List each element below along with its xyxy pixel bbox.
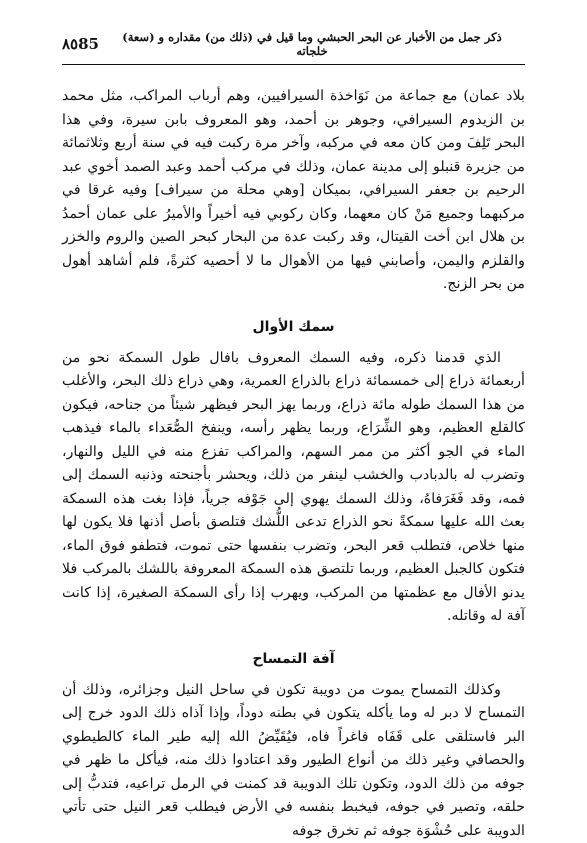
page-number-arabic: ٨٥ (62, 35, 78, 53)
section-paragraph-crocodile: وكذلك التمساح يموت من دويبة تكون في ساحل النيل وجزائره، وذلك أن التمساح لا دبر له وما يأكله يتكون في بطنه دوداً، وإذا آذاه ذلك الدود خرج إلى البر فاستلقى على قَفَاه فاغراً فاه، فيُقَيِّضُ الله إليه طير الماء كالطيطوي والحصافي وغير ذلك من أنواع الطيور وقد اعتادوا ذلك منه، فيأكل ما ظهر في جوفه من ذلك الدود، وتكون تلك الدويبة قد كمنت في الرمل تراعيه، فتدبُّ إلى حلقه، وتصير في جوفه، فيخبط بنفسه في الأرض فيطلب قعر النيل حتى تأتي الدويبة على حُشْوَة جوفه ثم تخرق جوفه (62, 679, 525, 843)
page-header (62, 30, 525, 65)
intro-paragraph: بلاد عمان) مع جماعة من نَوَاخذة السيرافيين، وهم أرباب المراكب، مثل محمد بن الزيدوم السيرافي، وجوهر بن أحمد، وهو المعروف بابن سيرة، وفي هذا البحر تَلِفَ ومن كان معه في مركبه، وآخر مرة ركبت فيه في سنة أربع وثلاثمائة من جزيرة قنبلو إلى مدينة عمان، وذلك في مركب أحمد وعبد الصمد أخوي عبد الرحيم بن جعفر السيرافي، بميكان [وهي محلة من سيراف] وفيه غرقا في مركبهما وجميع مَنْ كان معهما، وكان ركوبي فيه أخيراً والأميرُ على عمان أحمدُ بن هلال ابن أخت القيتال، وقد ركبت عدة من البحار كبحر الصين والروم والخزر والقلزم واليمن، وأصابني فيها من الأهوال ما لا أحصيه كثرةً، فلم أشاهد أهول من بحر الزنج. (62, 85, 525, 297)
section-heading-crocodile: آفة التمساح (62, 651, 525, 667)
page-body (62, 85, 525, 843)
section-paragraph-fish: الذي قدمنا ذكره، وفيه السمك المعروف بافال طول السمكة نحو من أربعمائة ذراع إلى خمسمائة ذراع بالذراع العمرية، وهي ذراع ذلك البحر، والأغلب من هذا السمك طوله مائة ذراع، وربما يهز البحر فيظهر شيئاً من جناحه، فيكون كالقلع العظيم، وهو الشِّرَاع، وربما يظهر رأسه، وينفخ الصُّعَداء بالماء فيذهب الماء في الجو أكثر من ممر السهم، والمراكب تفزع منه في الليل والنهار، وتضرب له بالدبادب والخشب لينفر من ذلك، ويحشر بأجنحته وذنبه السمك إلى فمه، وقد فَغَرَفاهُ، وذلك السمك يهوي إلى جَوْفه جرياً، فإذا بغت هذه السمكة بعث الله عليها سمكةً نحو الذراع تدعى اللُّشك فتلصق بأصل أذنها فلا يكون لها منها خلاص، فتطلب قعر البحر، وتضرب بنفسها حتى تموت، فتطفو فوق الماء، فتكون كالجبل العظيم، وربما تلتصق هذه السمكة المعروفة باللشك بالمركب فلا يدنو الأفال مع عظمتها من المركب، ويهرب إذا رأى السمكة الصغيرة، إذا كانت آفة له وقاتله. (62, 347, 525, 629)
running-title: ذكر جمل من الأخبار عن البحر الحبشي وما قيل في (ذلك من) مقداره و (سعة) خلجاته (99, 30, 525, 58)
page-number: 85 (78, 35, 99, 53)
section-heading-fish: سمك الأوال (62, 319, 525, 335)
